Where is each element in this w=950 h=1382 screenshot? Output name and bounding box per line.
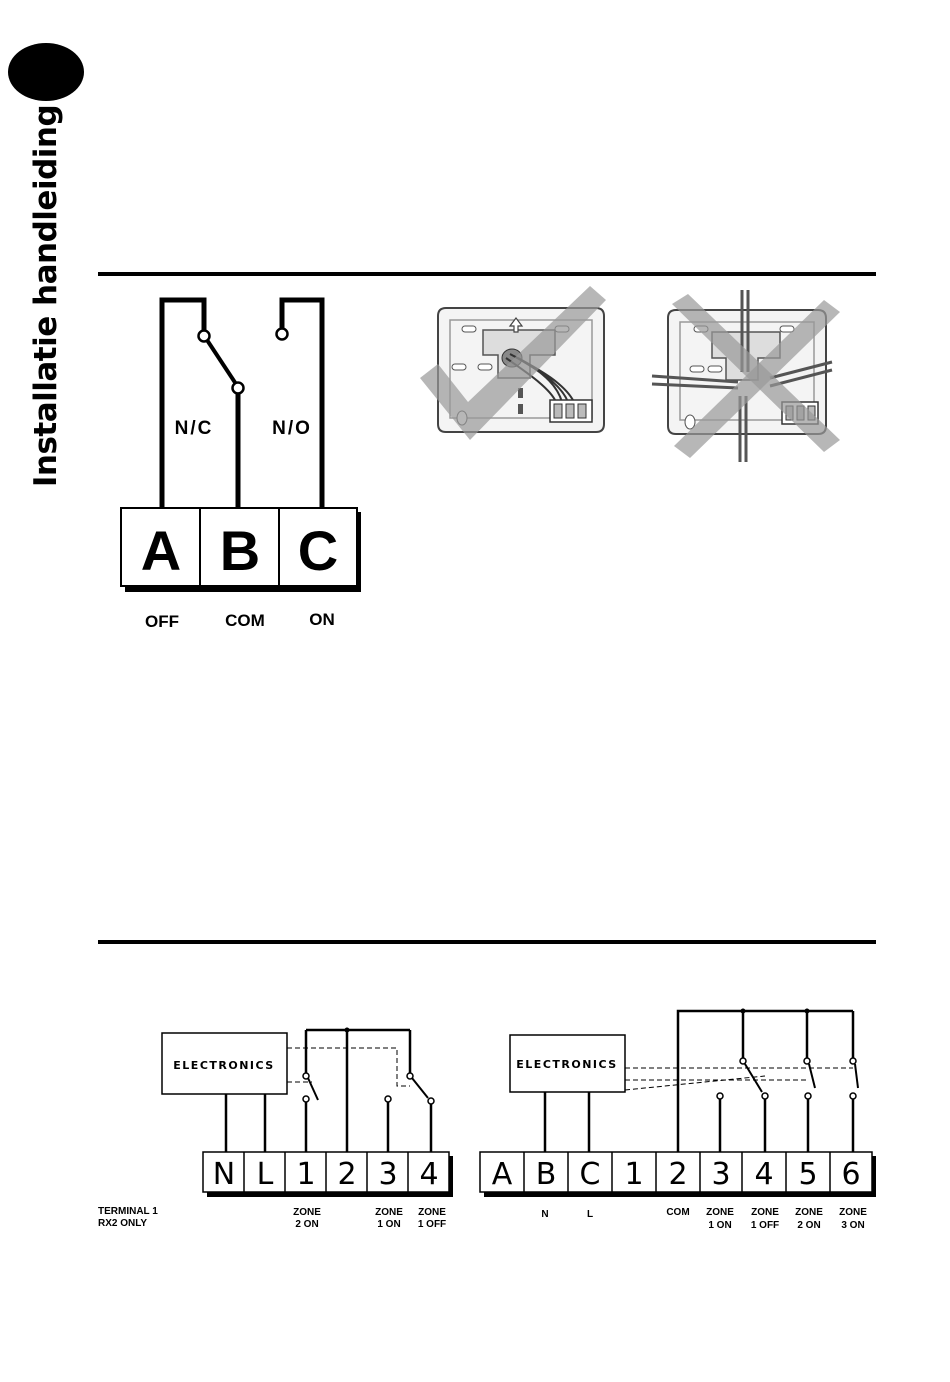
rx3-label-com: COM xyxy=(666,1207,690,1218)
label-com: COM xyxy=(225,611,265,630)
rx3-label-zone1off-l1: ZONE xyxy=(751,1207,779,1218)
rx3-terminal-6: 6 xyxy=(841,1157,861,1192)
rx3-terminal-2: 2 xyxy=(668,1157,688,1192)
rx3-label-l: L xyxy=(586,1209,594,1220)
rx3-label-zone2on-l1: ZONE xyxy=(795,1207,823,1218)
rx3-terminal-5: 5 xyxy=(798,1157,818,1192)
rx3-terminal-1: 1 xyxy=(624,1157,644,1192)
rx2-terminal-2: 2 xyxy=(337,1157,357,1192)
rx2-note-line1: TERMINAL 1 xyxy=(98,1206,158,1217)
rx2-label-zone2on-l1: ZONE xyxy=(293,1207,321,1218)
rx2-label-zone1on-l2: 1 ON xyxy=(377,1219,401,1230)
side-title: Installatie handleiding xyxy=(28,104,64,488)
rx3-label-zone3on-l2: 3 ON xyxy=(841,1220,865,1231)
rx2-electronics-label: ELECTRONICS xyxy=(173,1059,275,1072)
rx2-terminal-3: 3 xyxy=(378,1157,398,1192)
rx2-label-zone1off-l1: ZONE xyxy=(418,1207,446,1218)
rx2-terminal-1: 1 xyxy=(296,1157,316,1192)
rx3-label-zone3on-l1: ZONE xyxy=(839,1207,867,1218)
label-off: OFF xyxy=(145,612,179,631)
label-nc: N/C xyxy=(174,418,214,439)
terminal-a: A xyxy=(140,519,182,582)
rx2-note-line2: RX2 ONLY xyxy=(98,1218,148,1229)
rx3-terminal-3: 3 xyxy=(711,1157,731,1192)
label-no: N/O xyxy=(272,418,312,439)
rx3-label-zone1on-l1: ZONE xyxy=(706,1207,734,1218)
rx3-label-n: N xyxy=(541,1209,549,1220)
rx2-label-zone2on-l2: 2 ON xyxy=(295,1219,319,1230)
rx2-terminal-4: 4 xyxy=(419,1157,439,1192)
rx3-electronics-label: ELECTRONICS xyxy=(516,1058,618,1071)
rx3-terminal-b: B xyxy=(535,1157,557,1192)
terminal-c: C xyxy=(297,519,339,582)
rx3-terminal-4: 4 xyxy=(754,1157,774,1192)
rx3-label-zone2on-l2: 2 ON xyxy=(797,1220,821,1231)
rx2-terminal-l: L xyxy=(256,1157,274,1192)
rx3-label-zone1on-l2: 1 ON xyxy=(708,1220,732,1231)
rx3-label-zone1off-l2: 1 OFF xyxy=(750,1220,780,1231)
terminal-b: B xyxy=(219,519,261,582)
rx2-label-zone1on-l1: ZONE xyxy=(375,1207,403,1218)
label-on: ON xyxy=(309,610,335,629)
rx2-label-zone1off-l2: 1 OFF xyxy=(417,1219,447,1230)
rx3-terminal-a: A xyxy=(491,1157,513,1192)
rx3-terminal-c: C xyxy=(579,1157,601,1192)
rx2-terminal-n: N xyxy=(212,1157,236,1192)
